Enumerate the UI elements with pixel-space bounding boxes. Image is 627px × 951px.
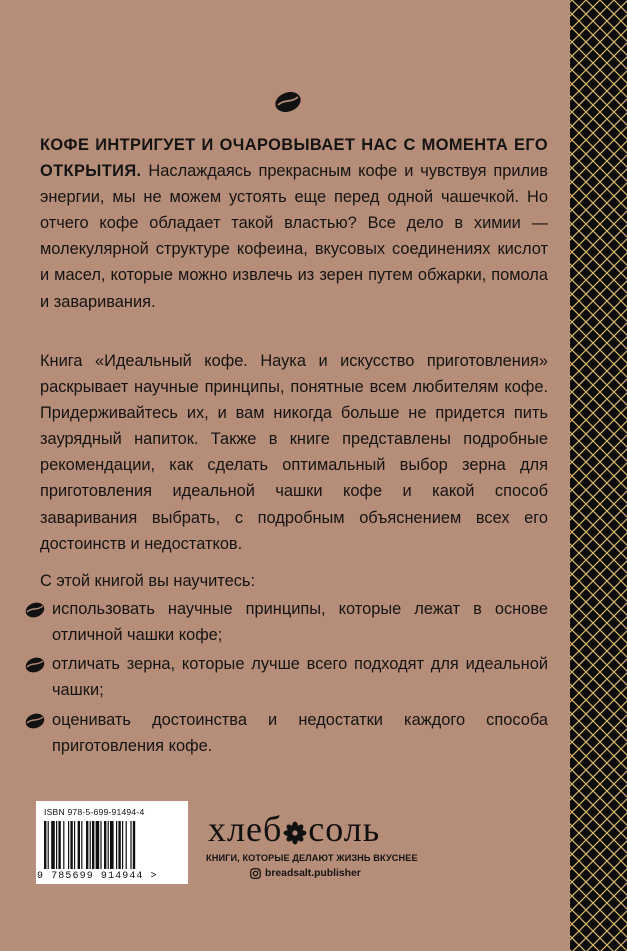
logo-word-left: хлеб: [208, 809, 283, 849]
logo-word-right: соль: [308, 809, 381, 849]
publisher-logo: [208, 811, 380, 847]
list-item: [24, 652, 548, 703]
coffee-bean-icon: [24, 656, 46, 674]
lead-paragraph: [40, 132, 548, 315]
list-intro: С этой книгой вы научитесь:: [40, 572, 256, 590]
coffee-bean-icon: [24, 712, 46, 730]
list-item-text: оценивать достоинства и недостатки каждого способа приготовления кофе.: [52, 711, 548, 755]
flower-icon: [283, 821, 307, 845]
isbn-label: ISBN 978-5-699-91494-4: [44, 807, 145, 817]
barcode: [36, 801, 188, 884]
coffee-bean-icon: [24, 601, 46, 619]
barcode-digits: 9 785699 914944 >: [37, 871, 158, 882]
list-item: [24, 597, 548, 648]
instagram-handle[interactable]: [250, 868, 361, 879]
barcode-bars: [44, 821, 180, 871]
lattice-pattern-strip: [570, 0, 627, 951]
lead-text: Наслаждаясь прекрасным кофе и чувствуя прилив энергии, мы не можем устоять еще перед одной чашечкой. Но отчего кофе обладает такой властью? Все дело в химии — молекулярной структуре кофеина, вкусовых соединениях кислот и масел, которые можно извлечь из зерен путем обжарки, помола и заваривания.: [40, 162, 548, 311]
instagram-icon: [250, 868, 261, 879]
coffee-bean-icon: [273, 90, 303, 114]
list-item-text: отличать зерна, которые лучше всего подходят для идеальной чашки;: [52, 655, 548, 699]
instagram-label: breadsalt.publisher: [265, 868, 361, 879]
publisher-tagline: КНИГИ, КОТОРЫЕ ДЕЛАЮТ ЖИЗНЬ ВКУСНЕЕ: [206, 853, 418, 863]
description-paragraph: Книга «Идеальный кофе. Наука и искусство приготовления» раскрывает научные принципы, понятные всем любителям кофе. Придерживайтесь их, и вам никогда больше не придется пить заурядный напиток. Также в книге представлены подробные рекомендации, как сделать оптимальный выбор зерна для приготовления идеальной чашки кофе и какой способ заваривания выбрать, с подробным объяснением всех его достоинств и недостатков.: [40, 352, 548, 553]
list-item-text: использовать научные принципы, которые лежат в основе отличной чашки кофе;: [52, 600, 548, 644]
lead-caps: КОФЕ ИНТРИГУЕТ И ОЧАРОВЫВАЕТ НАС С МОМЕНТА ЕГО ОТКРЫТИЯ.: [40, 136, 548, 181]
list-item: [24, 708, 548, 759]
